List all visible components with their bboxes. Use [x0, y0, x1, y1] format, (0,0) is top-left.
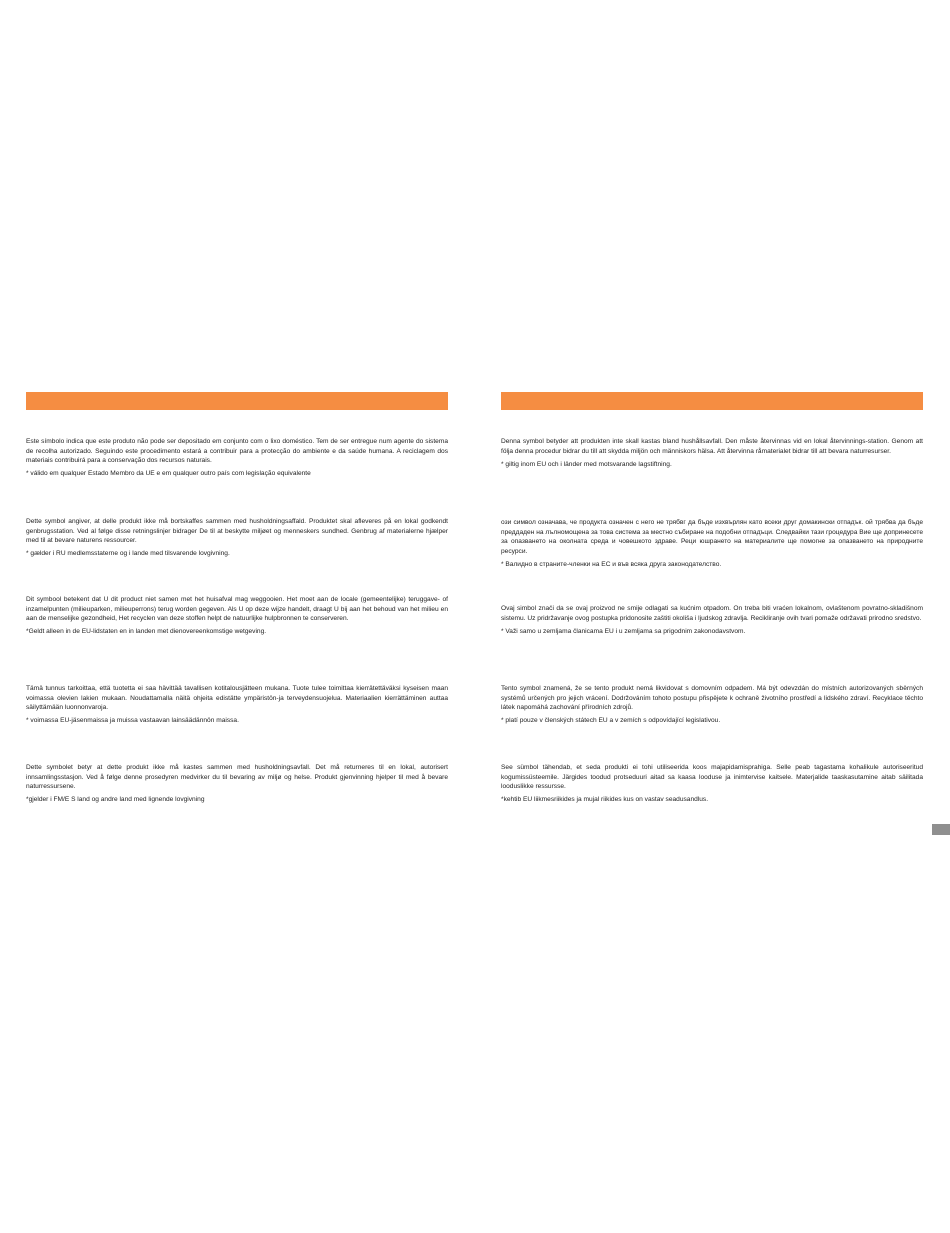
section-note: * giltig inom EU och i länder med motsvarande lagstiftning. [501, 460, 672, 468]
section-text: Dette symbolet betyr at dette produkt ikke må kastes sammen med husholdningsavfall. Det må returneres til en lokal, autorisert innsamlingsstasjon. Ved å følge denne prosedyren medvirker du til bevaring av miljø og helse. Produkt gjenvinning hjelper til med å bevare naturressursene. [26, 764, 448, 791]
section-text: Este símbolo indica que este produto não pode ser depositado em conjunto com o lixo doméstico. Tem de ser entregue num agente do sistema de recolha autorizado. Seguindo este procedimento estará a contribuir para a protecção do ambiente e da saúde humana. A reciclagem dos materiais contribuirá para a conservação dos recursos naturais. [26, 438, 448, 465]
section-note: *Geldt alleen in de EU-lidstaten en in landen met dienovereenkomstige wetgeving. [26, 628, 267, 636]
section-czech [501, 684, 923, 726]
section-text: Ovaj simbol znači da se ovaj proizvod ne smije odlagati sa kućnim otpadom. On treba biti vraćen lokalnom, ovlaštenom povratno-skladišnom sistemu. Uz pridržavanje ovog postupka pridonosite zaštiti okoliša i ljudskog zdravlja. Recikliranje ovih tvari pomaže održavati prirodno sredstvo. [501, 605, 923, 622]
section-note: * platí pouze v členských státech EU a v zemích s odpovídající legislativou. [501, 717, 721, 725]
section-estonian [501, 763, 923, 805]
section-dutch [26, 595, 448, 637]
section-text: See sümbol tähendab, et seda produkti ei tohi utiliseerida koos majapidamisprahiga. Selle peab tagastama kohalikule autoriseeritud kogumissüsteemile. Järgides toodud protseduuri aitad sa kaasa looduse ja inimtervise kaitsele. Materjalide taaskasutamine aitab säilitada looduslikke ressursse. [501, 764, 923, 791]
section-text: Denna symbol betyder att produkten inte skall kastas bland hushållsavfall. Den måste återvinnas vid en lokal återvinnings-station. Genom att följa denna procedur bidrar du till att skydda miljön och människors hälsa. Att återvinna råmaterialet bidrar till att bevara naturresurser. [501, 438, 923, 455]
section-note: * gælder i RU medlemsstaterne og i lande med tilsvarende lovgivning. [26, 550, 230, 558]
section-note: * válido em qualquer Estado Membro da UE e em qualquer outro país com legislação equivalente [26, 470, 311, 478]
section-bulgarian [501, 518, 923, 569]
section-note: *gjelder i FM/E S land og andre land med lignende lovgivning [26, 796, 205, 804]
section-portuguese [26, 437, 448, 479]
section-text: ози символ означава, че продукта означен с него не трябвг да бъде изхвърлян като всеки друг домакински отпадък. ой трябва да бъде преддаден на лълномощена за това система за местно събиране на подобни отпадъци. Следвайки тази гроцедура Вие ще допринесете за опазването на околната среда и човешкото здраве. Реци юшрането на материалите ще помогне за опазването на природните ресурси. [501, 519, 923, 555]
section-note: * voimassa EU-jäsenmaissa ja muissa vastaavan lainsäädännön maissa. [26, 717, 239, 725]
left-column [26, 392, 448, 804]
section-swedish [501, 437, 923, 469]
section-note: * Валидно в странитe-членки на ЕС и във всяка друга законодателство. [501, 560, 722, 568]
section-note: *kehtib EU liikmesriikides ja mujal riikides kus on vastav seadusandlus. [501, 796, 709, 804]
left-header-bar [26, 392, 448, 410]
section-danish [26, 517, 448, 559]
section-text: Dette symbol angiver, at delle produkt ikke må bortskaffes sammen med husholdningsaffald. Produktet skal afleveres på en lokal godkendt genbrugsstation. Ved al følge disse retningslinjer bidrager De til at beskytte miljøet og menneskers sundhed. Genbrug af materialerne hjælper med til at bevare naturens ressourcer. [26, 518, 448, 545]
page-edge-tab [932, 824, 950, 835]
section-norwegian [26, 763, 448, 805]
section-note: * Važi samo u zemljama članicama EU i u zemljama sa prigodnim zakonodavstvom. [501, 627, 746, 635]
section-croatian [501, 604, 923, 636]
right-column [501, 392, 923, 804]
right-header-bar [501, 392, 923, 410]
section-text: Tämä tunnus tarkoittaa, että tuotetta ei saa hävittää tavallisen kotitalousjätteen mukana. Tuote tulee toimittaa kierrätettäväksi kyseisen maan voimassa olevien lakien mukaan. Noudattamalla näitä ohjeita edistätte ympäristön-ja terveydensuojelua. Materiaalien kierrättäminen auttaa säilyttämään luonnonvaroja. [26, 685, 448, 712]
section-finnish [26, 684, 448, 726]
section-text: Dit symbool betekent dat U dit product niet samen met het huisafval mag weggooien. Het moet aan de locale (gemeentelijke) teruggave- of inzamelpunten (milieuparken, milieuperrons) terug worden gegeven. Als U op deze wijze handelt, draagt U bij aan het behoud van het milieu en aan de menselijke gezondheid, Het recyclen van deze stoffen helpt de natuurlijke hulpbronnen te conserveren. [26, 596, 448, 623]
section-text: Tento symbol znamená, že se tento produkt nemá likvidovat s domovním odpadem. Má být odevzdán do místních autorizovaných sběrných systémů určených pro jejich vrácení. Dodržováním tohoto postupu přispějete k ochraně životního prostředí a lidského zdraví. Recyklace těchto látek napomáhá zachování přírodních zdrojů. [501, 685, 923, 712]
